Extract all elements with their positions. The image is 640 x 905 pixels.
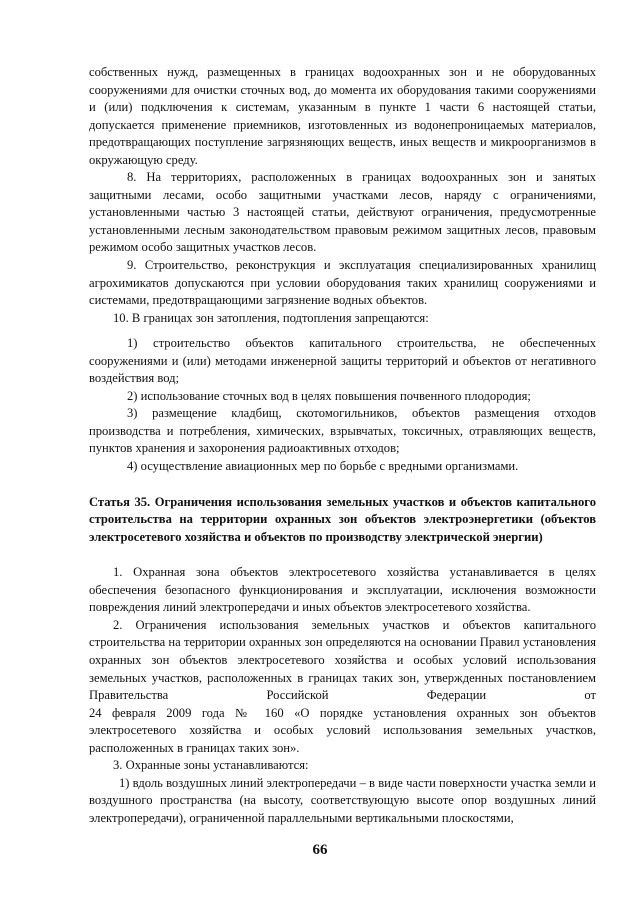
- paragraph-continuation: собственных нужд, размещенных в границах водоохранных зон и не оборудованных сооружениями для очистки сточных вод, до момента их оборудования такими сооружениями и (или) подключения к системам, указанным в пункте 1 части 6 настоящей статьи, допускается применение приемников, изготовленных из водонепроницаемых материалов, предотвращающих поступление загрязняющих веществ, иных веществ и микроорганизмов в окружающую среду.: [89, 65, 596, 167]
- list-item-4: 4) осуществление авиационных мер по борьбе с вредными организмами.: [127, 459, 519, 474]
- document-page: [89, 64, 596, 827]
- paragraph-10: 10. В границах зон затопления, подтопления запрещаются:: [113, 310, 429, 325]
- article-heading: Статья 35. Ограничения использования земельных участков и объектов капитального строительства на территории охранных зон объектов электроэнергетики (объектов электросетевого хозяйства и объектов по производству электрической энергии): [89, 494, 596, 544]
- article-section-1: 1. Охранная зона объектов электросетевого хозяйства устанавливается в целях обеспечения безопасного функционирования и эксплуатации, исключения возможности повреждения линий электропередачи и иных объектов электросетевого хозяйства.: [89, 565, 596, 615]
- paragraph-8: 8. На территориях, расположенных в границах водоохранных зон и занятых защитными лесами, особо защитными участками лесов, наряду с ограничениями, установленными частью 3 настоящей статьи, действуют ограничения, предусмотренные установленными лесным законодательством правовым режимом защитных лесов, правовым режимом особо защитных участков лесов.: [89, 170, 596, 255]
- article-section-3-item-1: 1) вдоль воздушных линий электропередачи – в виде части поверхности участка земли и воздушного пространства (на высоту, соответствующую высоте опор воздушных линий электропередачи), ограниченной параллельными вертикальными плоскостями,: [89, 775, 596, 825]
- article-section-2-part-2: 24 февраля 2009 года № 160 «О порядке установления охранных зон объектов электросетевого хозяйства и особых условий использования земельных участков, расположенных в границах таких зон».: [89, 705, 596, 755]
- page-number: 66: [312, 842, 328, 858]
- list-item-2: 2) использование сточных вод в целях повышения почвенного плодородия;: [127, 388, 531, 403]
- article-section-2-part-1: 2. Ограничения использования земельных участков и объектов капитального строительства на территории охранных зон определяются на основании Правил установления охранных зон объектов электросетевого хозяйства и особых условий использования земельных участков, расположенных в границах таких зон, утвержденных постановлением Правительства Российской Федерации от: [89, 617, 596, 703]
- article-section-3: 3. Охранные зоны устанавливаются:: [113, 758, 309, 773]
- list-item-1: 1) строительство объектов капитального строительства, не обеспеченных сооружениями и (или) методами инженерной защиты территорий и объектов от негативного воздействия вод;: [89, 336, 596, 386]
- list-item-3: 3) размещение кладбищ, скотомогильников, объектов размещения отходов производства и потребления, химических, взрывчатых, токсичных, отравляющих веществ, пунктов хранения и захоронения радиоактивных отходов;: [89, 406, 596, 456]
- paragraph-9: 9. Строительство, реконструкция и эксплуатация специализированных хранилищ агрохимикатов допускаются при условии оборудования таких хранилищ сооружениями и системами, предотвращающими загрязнение водных объектов.: [89, 258, 596, 308]
